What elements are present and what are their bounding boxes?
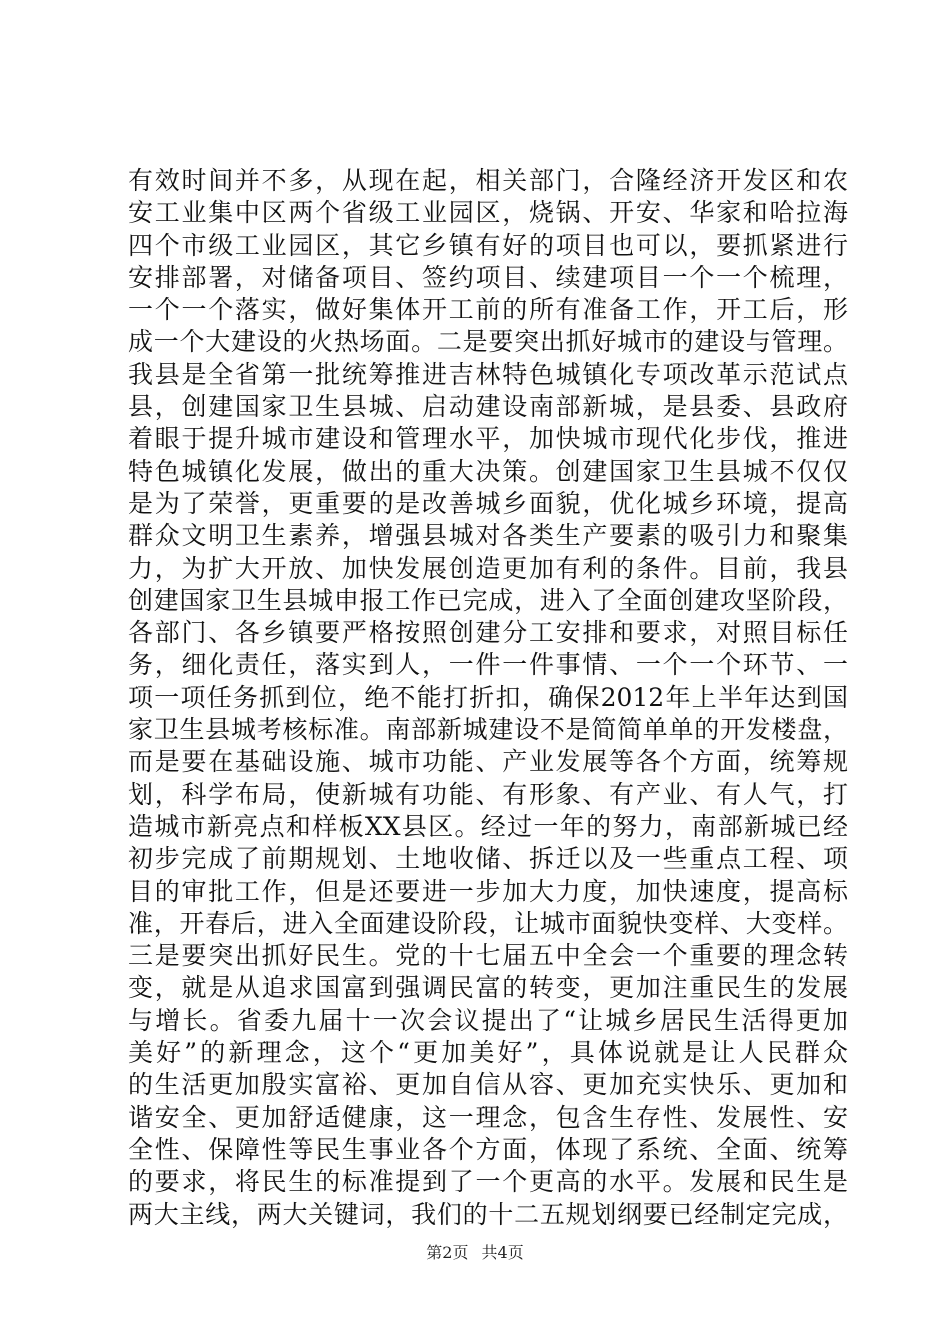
text-line: 县，创建国家卫生县城、启动建设南部新城，是县委、县政府 <box>128 392 848 422</box>
text-line: 四个市级工业园区，其它乡镇有好的项目也可以，要抓紧进行 <box>128 230 848 260</box>
text-line: 着眼于提升城市建设和管理水平，加快城市现代化步伐，推进 <box>128 424 848 454</box>
text-line: 与增长。省委九届十一次会议提出了“让城乡居民生活得更加 <box>128 1005 848 1035</box>
text-line: 有效时间并不多，从现在起，相关部门，合隆经济开发区和农 <box>128 166 848 195</box>
text-line: 家卫生县城考核标准。南部新城建设不是简简单单的开发楼盘， <box>128 715 848 745</box>
text-line: 特色城镇化发展，做出的重大决策。创建国家卫生县城不仅仅 <box>128 456 848 486</box>
text-line: 力，为扩大开放、加快发展创造更加有利的条件。目前，我县 <box>128 553 848 583</box>
page-total: 共4页 <box>481 1243 524 1262</box>
text-line: 我县是全省第一批统筹推进吉林特色城镇化专项改革示范试点 <box>128 359 848 389</box>
text-line: 成一个大建设的火热场面。二是要突出抓好城市的建设与管理。 <box>128 327 848 357</box>
text-line: 群众文明卫生素养，增强县城对各类生产要素的吸引力和聚集 <box>128 521 848 551</box>
text-line: 造城市新亮点和样板XX县区。经过一年的努力，南部新城已经 <box>128 811 848 841</box>
text-line: 而是要在基础设施、城市功能、产业发展等各个方面，统筹规 <box>128 747 848 777</box>
text-line: 创建国家卫生县城申报工作已完成，进入了全面创建攻坚阶段， <box>128 585 848 615</box>
text-line: 谐安全、更加舒适健康，这一理念，包含生存性、发展性、安 <box>128 1102 848 1132</box>
text-line: 初步完成了前期规划、土地收储、拆迁以及一些重点工程、项 <box>128 844 848 874</box>
body-text <box>128 165 848 1231</box>
text-line: 全性、保障性等民生事业各个方面，体现了系统、全面、统筹 <box>128 1134 848 1164</box>
text-line: 安排部署，对储备项目、签约项目、续建项目一个一个梳理， <box>128 262 848 292</box>
text-line: 准，开春后，进入全面建设阶段，让城市面貌快变样、大变样。 <box>128 908 848 938</box>
text-line: 安工业集中区两个省级工业园区，烧锅、开安、华家和哈拉海 <box>128 198 848 228</box>
page-number: 第2页 <box>426 1243 469 1262</box>
text-line: 各部门、各乡镇要严格按照创建分工安排和要求，对照目标任 <box>128 618 848 648</box>
text-line: 两大主线，两大关键词，我们的十二五规划纲要已经制定完成， <box>128 1199 848 1229</box>
text-line: 是为了荣誉，更重要的是改善城乡面貌，优化城乡环境，提高 <box>128 488 848 518</box>
text-line: 项一项任务抓到位，绝不能打折扣，确保2012年上半年达到国 <box>128 682 848 712</box>
text-line: 划，科学布局，使新城有功能、有形象、有产业、有人气，打 <box>128 779 848 809</box>
text-line: 美好”的新理念，这个“更加美好”，具体说就是让人民群众 <box>128 1038 848 1068</box>
page-footer <box>0 1240 950 1263</box>
text-line: 三是要突出抓好民生。党的十七届五中全会一个重要的理念转 <box>128 941 848 971</box>
text-line: 目的审批工作，但是还要进一步加大力度，加快速度，提高标 <box>128 876 848 906</box>
text-line: 务，细化责任，落实到人，一件一件事情、一个一个环节、一 <box>128 650 848 680</box>
text-line: 一个一个落实，做好集体开工前的所有准备工作，开工后，形 <box>128 295 848 325</box>
text-line: 变，就是从追求国富到强调民富的转变，更加注重民生的发展 <box>128 973 848 1003</box>
text-line: 的要求，将民生的标准提到了一个更高的水平。发展和民生是 <box>128 1167 848 1197</box>
text-line: 的生活更加殷实富裕、更加自信从容、更加充实快乐、更加和 <box>128 1070 848 1100</box>
